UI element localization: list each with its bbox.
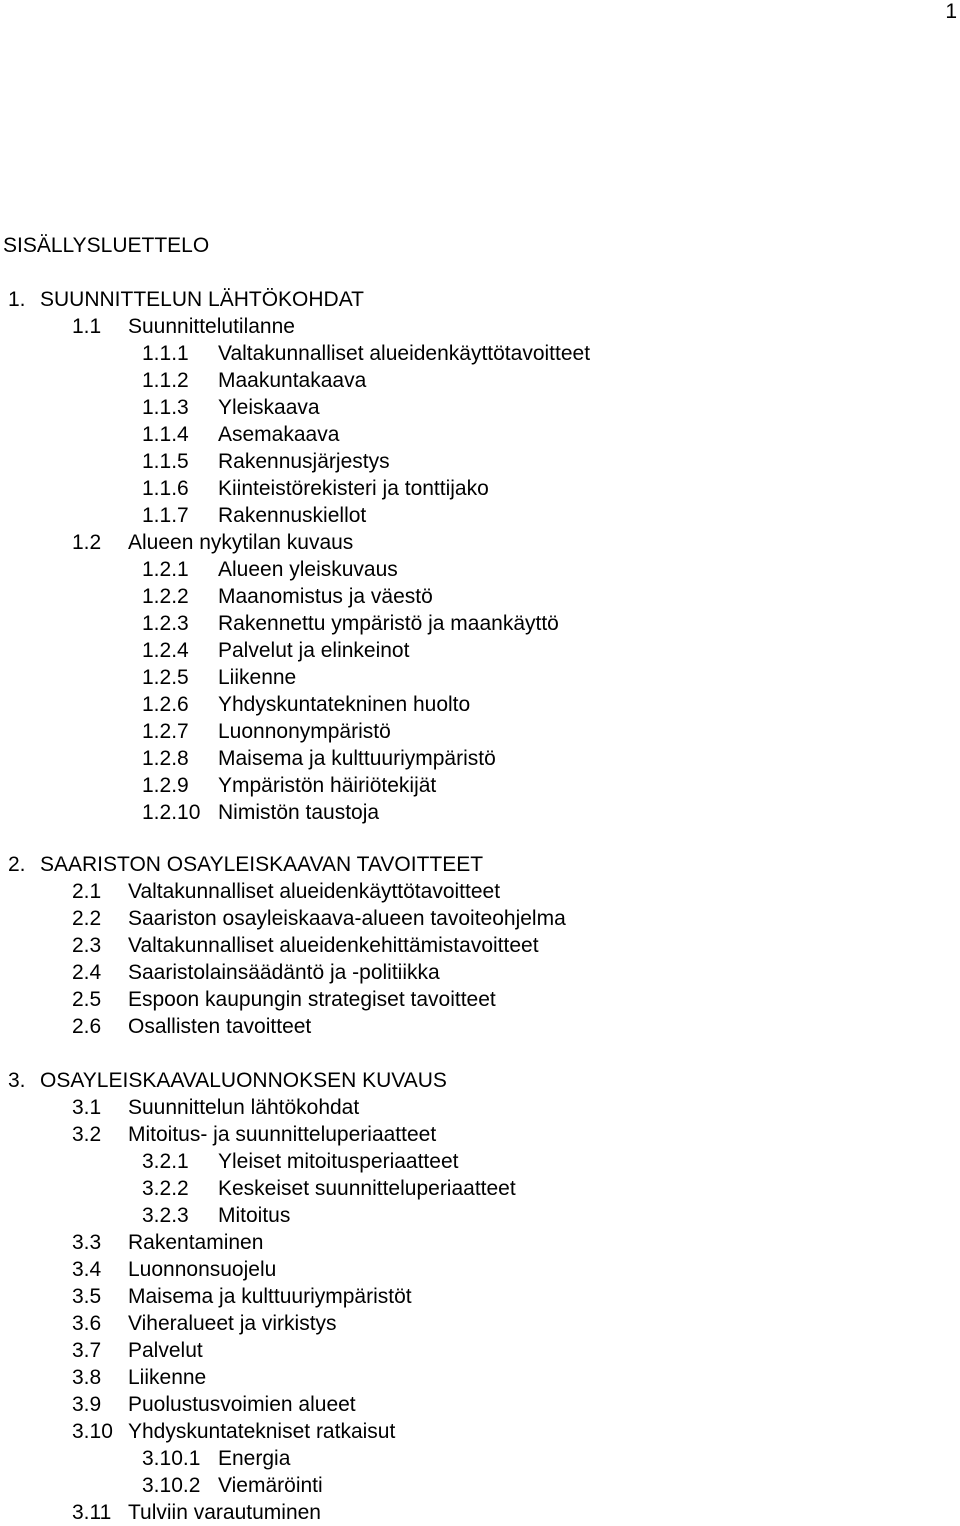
toc-entry-number: 3.2 (72, 1123, 102, 1146)
toc-entry-title: Yleiskaava (218, 396, 320, 419)
toc-entry-title: Rakentaminen (128, 1231, 264, 1254)
toc-entry-number: 2. (8, 853, 26, 876)
toc-entry-title: Yhdyskuntatekniset ratkaisut (128, 1420, 396, 1443)
toc-entry-number: 3.4 (72, 1258, 102, 1281)
toc-entry-number: 1.1.7 (142, 504, 189, 527)
toc-entry-number: 1.2.2 (142, 585, 189, 608)
toc-entry-title: Palvelut (128, 1339, 203, 1362)
toc-entry-number: 3. (8, 1069, 26, 1092)
toc-entry-title: Energia (218, 1447, 291, 1470)
toc-entry-title: Maakuntakaava (218, 369, 367, 392)
toc-entry-title: Luonnonsuojelu (128, 1258, 277, 1281)
toc-entry-title: Maisema ja kulttuuriympäristö (218, 747, 496, 770)
toc-entry-title: Tulviin varautuminen (128, 1501, 321, 1524)
toc-entry-title: Luonnonympäristö (218, 720, 391, 743)
toc-entry-title: Osallisten tavoitteet (128, 1015, 312, 1038)
toc-entry-number: 1.1.6 (142, 477, 189, 500)
toc-entry-number: 1.2.7 (142, 720, 189, 743)
toc-entry-number: 2.2 (72, 907, 102, 930)
toc-entry-number: 1.2.3 (142, 612, 189, 635)
toc-entry-number: 3.5 (72, 1285, 102, 1308)
toc-entry-title: Valtakunnalliset alueidenkäyttötavoitteet (218, 342, 591, 365)
toc-entry-number: 1.2 (72, 531, 102, 554)
toc-entry-number: 3.1 (72, 1096, 102, 1119)
toc-entry-title: Keskeiset suunnitteluperiaatteet (218, 1177, 516, 1200)
toc-entry-number: 1. (8, 288, 26, 311)
toc-entry-number: 1.2.1 (142, 558, 189, 581)
toc-entry-title: Saariston osayleiskaava-alueen tavoiteohjelma (128, 907, 566, 930)
toc-title: SISÄLLYSLUETTELO (3, 234, 210, 257)
toc-entry-title: Liikenne (218, 666, 297, 689)
toc-entry-number: 1.2.9 (142, 774, 189, 797)
toc-entry-title: Saaristolainsäädäntö ja -politiikka (128, 961, 440, 984)
toc-entry-number: 1.1.1 (142, 342, 189, 365)
toc-entry-number: 3.10.1 (142, 1447, 201, 1470)
toc-entry-number: 3.10.2 (142, 1474, 201, 1497)
toc-entry-title: Rakennettu ympäristö ja maankäyttö (218, 612, 559, 635)
toc-entry-title: Viheralueet ja virkistys (128, 1312, 337, 1335)
toc-entry-number: 1.2.4 (142, 639, 189, 662)
toc-entry-number: 3.3 (72, 1231, 102, 1254)
toc-entry-title: Rakennuskiellot (218, 504, 367, 527)
toc-entry-number: 1.2.5 (142, 666, 189, 689)
toc-entry-number: 1.1.5 (142, 450, 189, 473)
toc-entry-number: 2.3 (72, 934, 102, 957)
toc-entry-number: 3.8 (72, 1366, 102, 1389)
toc-entry-number: 3.2.2 (142, 1177, 189, 1200)
toc-entry-title: Suunnittelutilanne (128, 315, 295, 338)
toc-entry-title: Liikenne (128, 1366, 207, 1389)
toc-entry-number: 2.5 (72, 988, 102, 1011)
toc-entry-number: 1.2.6 (142, 693, 189, 716)
toc-entry-title: Maisema ja kulttuuriympäristöt (128, 1285, 412, 1308)
toc-entry-number: 2.6 (72, 1015, 102, 1038)
toc-entry-number: 1.2.8 (142, 747, 189, 770)
toc-entry-title: OSAYLEISKAAVALUONNOKSEN KUVAUS (40, 1069, 447, 1092)
toc-entry-title: Ympäristön häiriötekijät (218, 774, 437, 797)
toc-entry-title: Yleiset mitoitusperiaatteet (218, 1150, 459, 1173)
toc-entry-title: Kiinteistörekisteri ja tonttijako (218, 477, 489, 500)
toc-entry-number: 2.4 (72, 961, 102, 984)
toc-entry-title: Yhdyskuntatekninen huolto (218, 693, 471, 716)
toc-entry-title: SAARISTON OSAYLEISKAAVAN TAVOITTEET (40, 853, 484, 876)
toc-entry-number: 1.2.10 (142, 801, 201, 824)
toc-entry-title: Valtakunnalliset alueidenkäyttötavoitteet (128, 880, 501, 903)
toc-entry-number: 3.11 (72, 1501, 112, 1524)
toc-entry-title: Valtakunnalliset alueidenkehittämistavoitteet (128, 934, 539, 957)
toc-entry-number: 3.7 (72, 1339, 102, 1362)
toc-entry-title: Rakennusjärjestys (218, 450, 390, 473)
toc-entry-title: Viemäröinti (218, 1474, 323, 1497)
toc-entry-title: Mitoitus (218, 1204, 291, 1227)
toc-entry-number: 1.1.4 (142, 423, 189, 446)
toc-entry-title: Asemakaava (218, 423, 340, 446)
toc-entry-title: Puolustusvoimien alueet (128, 1393, 356, 1416)
toc-entry-title: Alueen nykytilan kuvaus (128, 531, 354, 554)
toc-entry-title: Suunnittelun lähtökohdat (128, 1096, 360, 1119)
toc-entry-title: Palvelut ja elinkeinot (218, 639, 410, 662)
toc-entry-number: 1.1.3 (142, 396, 189, 419)
toc-entry-title: Maanomistus ja väestö (218, 585, 433, 608)
toc-entry-number: 3.2.3 (142, 1204, 189, 1227)
toc-entry-title: Alueen yleiskuvaus (218, 558, 398, 581)
page-number: 1 (945, 0, 957, 23)
toc-entry-title: Mitoitus- ja suunnitteluperiaatteet (128, 1123, 437, 1146)
toc-entry-number: 3.9 (72, 1393, 102, 1416)
toc-entry-number: 3.6 (72, 1312, 102, 1335)
toc-entry-number: 1.1 (72, 315, 102, 338)
toc-entry-title: SUUNNITTELUN LÄHTÖKOHDAT (40, 288, 364, 311)
toc-entry-title: Espoon kaupungin strategiset tavoitteet (128, 988, 496, 1011)
toc-entry-number: 1.1.2 (142, 369, 189, 392)
toc-entry-number: 3.2.1 (142, 1150, 189, 1173)
toc-entry-number: 2.1 (72, 880, 102, 903)
toc-entry-title: Nimistön taustoja (218, 801, 380, 824)
toc-entry-number: 3.10 (72, 1420, 113, 1443)
